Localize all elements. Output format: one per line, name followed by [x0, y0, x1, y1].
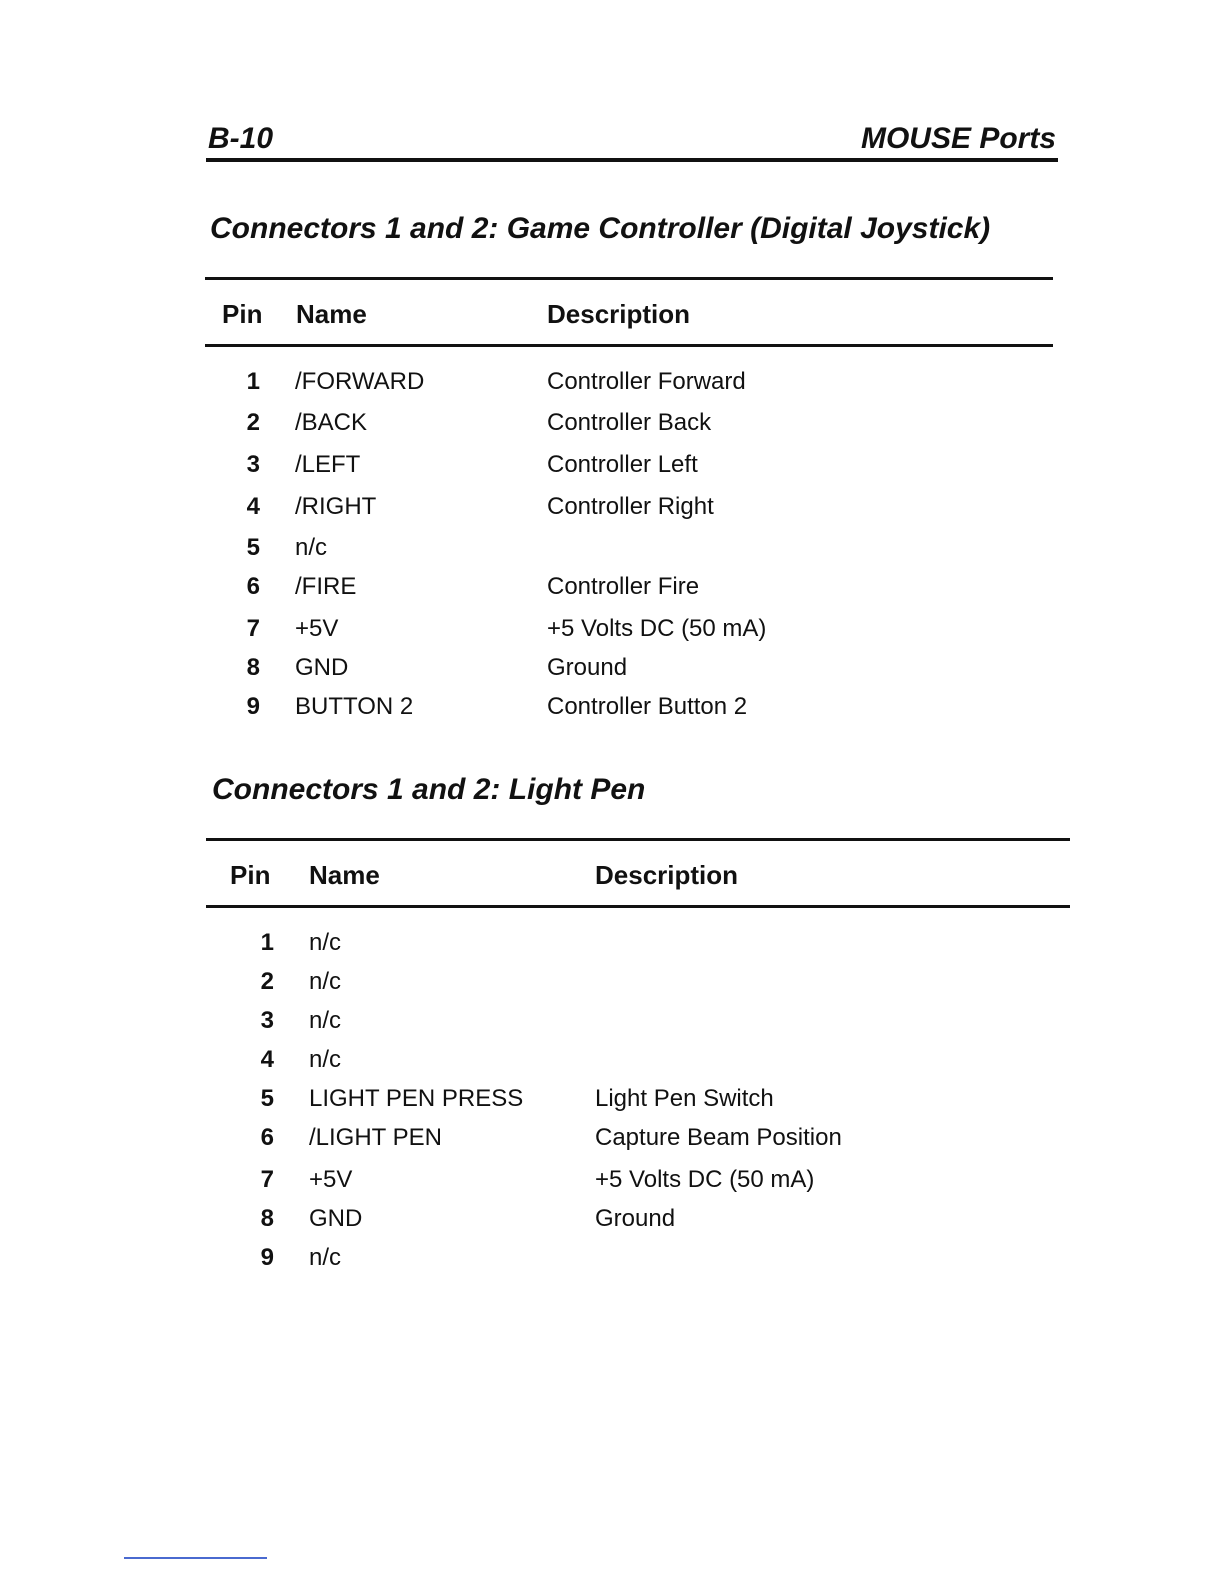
joystick-table-title: Connectors 1 and 2: Game Controller (Digital Joystick) [210, 212, 991, 245]
pin-number: 5 [260, 1085, 274, 1112]
signal-name: n/c [309, 1244, 342, 1271]
signal-name: n/c [309, 1007, 342, 1034]
pin-number: 9 [246, 693, 260, 720]
pin-number: 2 [260, 968, 274, 995]
light-pen-table-title: Connectors 1 and 2: Light Pen [212, 773, 646, 806]
pin-number: 4 [246, 493, 260, 520]
signal-description: Ground [595, 1205, 676, 1232]
light-pen-table-header-rule [206, 905, 1070, 908]
signal-name: n/c [309, 1046, 342, 1073]
pin-number: 6 [260, 1124, 274, 1151]
pin-number: 2 [246, 409, 260, 436]
signal-name: n/c [309, 929, 342, 956]
signal-description: Capture Beam Position [595, 1124, 842, 1151]
pin-number: 7 [246, 615, 260, 642]
signal-description: Light Pen Switch [595, 1085, 774, 1112]
joystick-col-description: Description [547, 299, 691, 329]
section-name: MOUSE Ports [860, 122, 1056, 155]
signal-name: +5V [295, 615, 339, 642]
signal-name: n/c [309, 968, 342, 995]
pin-number: 7 [260, 1166, 274, 1193]
signal-description: +5 Volts DC (50 mA) [595, 1166, 815, 1193]
light-pen-col-pin: Pin [230, 860, 271, 890]
signal-description: Controller Right [547, 493, 714, 520]
signal-description: Controller Back [547, 409, 712, 436]
signal-description: +5 Volts DC (50 mA) [547, 615, 767, 642]
signal-description: Ground [547, 654, 628, 681]
signal-name: /BACK [295, 409, 368, 436]
pin-number: 1 [246, 368, 260, 395]
signal-name: BUTTON 2 [295, 693, 414, 720]
joystick-col-pin: Pin [222, 299, 263, 329]
signal-name: /FIRE [295, 573, 357, 600]
signal-name: n/c [295, 534, 328, 561]
joystick-table-top-rule [205, 277, 1053, 280]
footer-rule [124, 1557, 267, 1559]
signal-description: Controller Left [547, 451, 698, 478]
pin-number: 4 [260, 1046, 274, 1073]
pin-number: 1 [260, 929, 274, 956]
pin-number: 5 [246, 534, 260, 561]
signal-name: /LIGHT PEN [309, 1124, 442, 1151]
signal-description: Controller Button 2 [547, 693, 748, 720]
pin-number: 3 [246, 451, 260, 478]
signal-name: GND [295, 654, 349, 681]
page-number: B-10 [208, 122, 274, 155]
signal-name: /FORWARD [295, 368, 425, 395]
joystick-table-header-rule [205, 344, 1053, 347]
signal-name: /RIGHT [295, 493, 377, 520]
signal-name: +5V [309, 1166, 353, 1193]
signal-description: Controller Forward [547, 368, 746, 395]
pin-number: 9 [260, 1244, 274, 1271]
pin-number: 6 [246, 573, 260, 600]
joystick-col-name: Name [296, 299, 367, 329]
signal-description: Controller Fire [547, 573, 700, 600]
light-pen-col-name: Name [309, 860, 380, 890]
pin-number: 8 [246, 654, 260, 681]
signal-name: /LEFT [295, 451, 361, 478]
page-header [206, 118, 1058, 162]
signal-name: LIGHT PEN PRESS [309, 1085, 524, 1112]
light-pen-col-description: Description [595, 860, 739, 890]
signal-name: GND [309, 1205, 363, 1232]
pin-number: 8 [260, 1205, 274, 1232]
pin-number: 3 [260, 1007, 274, 1034]
light-pen-table-top-rule [206, 838, 1070, 841]
